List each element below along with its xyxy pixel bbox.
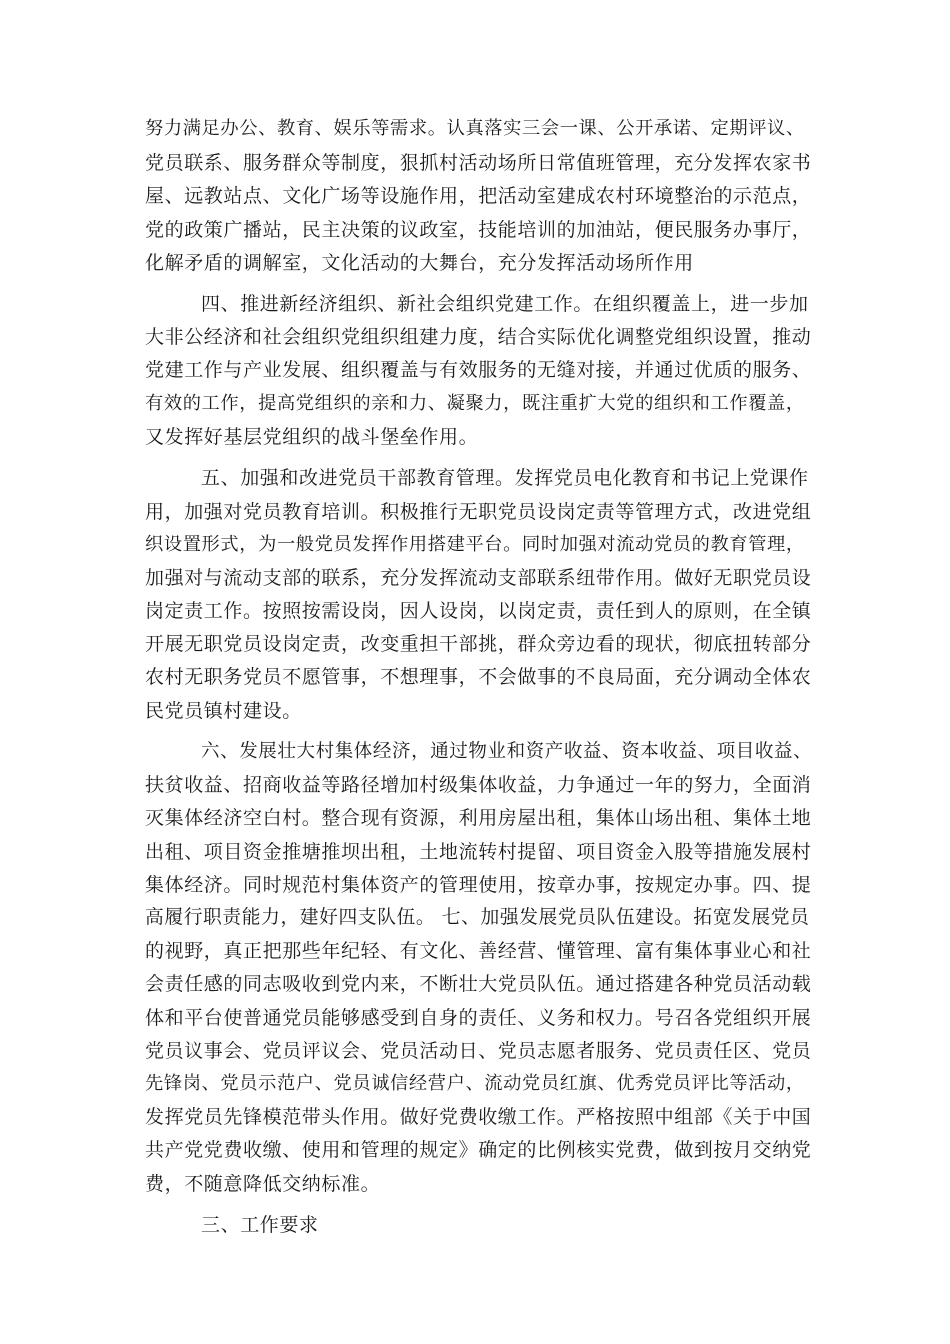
text-line: 的视野，真正把那些年纪轻、有文化、善经营、懂管理、富有集体事业心和社 <box>145 940 812 962</box>
text-line: 高履行职责能力，建好四支队伍。 七、加强发展党员队伍建设。拓宽发展党员 <box>145 907 810 928</box>
text-line: 努力满足办公、教育、娱乐等需求。认真落实三会一课、公开承诺、定期评议、 <box>145 118 805 139</box>
text-line: 岗定责工作。按照按需设岗，因人设岗，以岗定责，责任到人的原则，在全镇 <box>145 600 812 622</box>
text-line: 扶贫收益、招商收益等路径增加村级集体收益，力争通过一年的努力，全面消 <box>145 774 812 796</box>
text-line: 党员议事会、党员评议会、党员活动日、党员志愿者服务、党员责任区、党员 <box>145 1040 812 1062</box>
text-line: 民党员镇村建设。 <box>145 700 302 722</box>
text-line: 五、加强和改进党员干部教育管理。发挥党员电化教育和书记上党课作 <box>201 467 809 489</box>
text-line: 开展无职党员设岗定责，改变重担干部挑，群众旁边看的现状，彻底扭转部分 <box>145 633 812 655</box>
text-line: 化解矛盾的调解室，文化活动的大舞台，充分发挥活动场所作用 <box>145 252 694 274</box>
text-line: 大非公经济和社会组织党组织组建力度，结合实际优化调整党组织设置，推动 <box>145 326 812 348</box>
text-line: 四、推进新经济组织、新社会组织党建工作。在组织覆盖上，进一步加 <box>201 293 809 315</box>
text-line: 体和平台使普通党员能够感受到自身的责任、义务和权力。号召各党组织开展 <box>145 1007 812 1029</box>
text-line: 先锋岗、党员示范户、党员诚信经营户、流动党员红旗、优秀党员评比等活动， <box>145 1073 805 1094</box>
text-line: 三、工作要求 <box>201 1214 319 1236</box>
text-line: 共产党党费收缴、使用和管理的规定》确定的比例核实党费，做到按月交纳党 <box>145 1139 812 1161</box>
text-line: 屋、远教站点、文化广场等设施作用，把活动室建成农村环境整治的示范点， <box>145 185 812 207</box>
text-line: 党员联系、服务群众等制度，狠抓村活动场所日常值班管理，充分发挥农家书 <box>145 152 812 174</box>
text-line: 费，不随意降低交纳标准。 <box>145 1173 381 1195</box>
text-line: 出租、项目资金推塘推坝出租，土地流转村提留、项目资金入股等措施发展村 <box>145 841 812 863</box>
text-line: 加强对与流动支部的联系，充分发挥流动支部联系纽带作用。做好无职党员设 <box>145 567 812 589</box>
text-line: 有效的工作，提高党组织的亲和力、凝聚力，既注重扩大党的组织和工作覆盖， <box>145 393 805 414</box>
text-line: 又发挥好基层党组织的战斗堡垒作用。 <box>145 426 479 448</box>
text-line: 织设置形式，为一般党员发挥作用搭建平台。同时加强对流动党员的教育管理， <box>145 534 805 555</box>
text-line: 用，加强对党员教育培训。积极推行无职党员设岗定责等管理方式，改进党组 <box>145 501 812 523</box>
text-line: 集体经济。同时规范村集体资产的管理使用，按章办事，按规定办事。四、提 <box>145 874 812 896</box>
text-line: 党建工作与产业发展、组织覆盖与有效服务的无缝对接，并通过优质的服务、 <box>145 359 812 381</box>
text-line: 会责任感的同志吸收到党内来，不断壮大党员队伍。通过搭建各种党员活动载 <box>145 973 812 995</box>
text-line: 灭集体经济空白村。整合现有资源，利用房屋出租，集体山场出租、集体土地 <box>145 807 812 829</box>
text-line: 农村无职务党员不愿管事，不想理事，不会做事的不良局面，充分调动全体农 <box>145 666 812 688</box>
text-line: 六、发展壮大村集体经济，通过物业和资产收益、资本收益、项目收益、 <box>201 741 813 762</box>
text-line: 发挥党员先锋模范带头作用。做好党费收缴工作。严格按照中组部《关于中国 <box>145 1106 812 1128</box>
text-line: 党的政策广播站，民主决策的议政室，技能培训的加油站，便民服务办事厅， <box>145 219 812 241</box>
